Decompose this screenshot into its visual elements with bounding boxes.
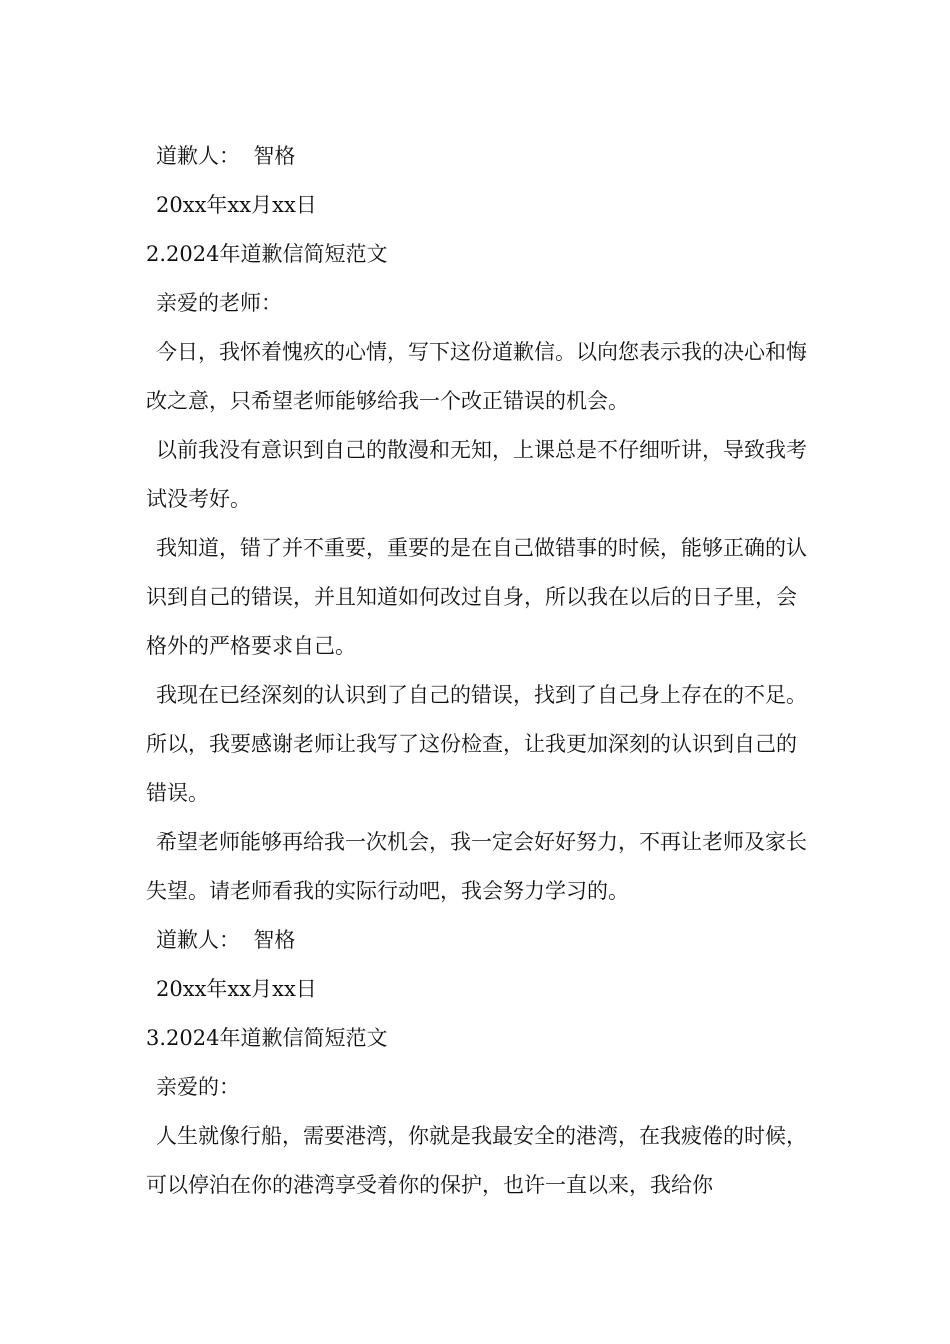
section-2-paragraph: 以前我没有意识到自己的散漫和无知，上课总是不仔细听讲，导致我考试没考好。 — [146, 438, 807, 511]
section-2-title: 2.2024年道歉信简短范文 — [146, 242, 388, 266]
signature-line — [146, 132, 810, 181]
section-2-signature-line — [146, 916, 810, 965]
section-2-paragraph: 我知道，错了并不重要，重要的是在自己做错事的时候，能够正确的认识到自己的错误，并且知道如何改过自身，所以我在以后的日子里，会格外的严格要求自己。 — [146, 536, 807, 658]
section-2-paragraph: 今日，我怀着愧疚的心情，写下这份道歉信。以向您表示我的决心和悔改之意，只希望老师能够给我一个改正错误的机会。 — [146, 340, 807, 413]
section-2-date-line: 20xx年xx月xx日 — [156, 977, 317, 1001]
signature-label: 道歉人： — [156, 928, 240, 952]
section-2-salutation: 亲爱的老师： — [156, 291, 282, 315]
section-2-paragraph: 希望老师能够再给我一次机会，我一定会好好努力，不再让老师及家长失望。请老师看我的实际行动吧，我会努力学习的。 — [146, 830, 807, 903]
section-3-salutation: 亲爱的： — [156, 1075, 240, 1099]
signature-label: 道歉人： — [156, 144, 240, 168]
signature-name: 智格 — [253, 144, 296, 168]
section-2-paragraph: 我现在已经深刻的认识到了自己的错误，找到了自己身上存在的不足。所以，我要感谢老师让我写了这份检查，让我更加深刻的认识到自己的错误。 — [146, 683, 807, 805]
section-3-paragraph: 人生就像行船，需要港湾，你就是我最安全的港湾，在我疲倦的时候，可以停泊在你的港湾享受着你的保护，也许一直以来，我给你 — [146, 1124, 807, 1197]
date-line: 20xx年xx月xx日 — [156, 193, 317, 217]
signature-name: 智格 — [253, 928, 296, 952]
document-body — [146, 132, 810, 1210]
section-3-title: 3.2024年道歉信简短范文 — [146, 1026, 388, 1050]
